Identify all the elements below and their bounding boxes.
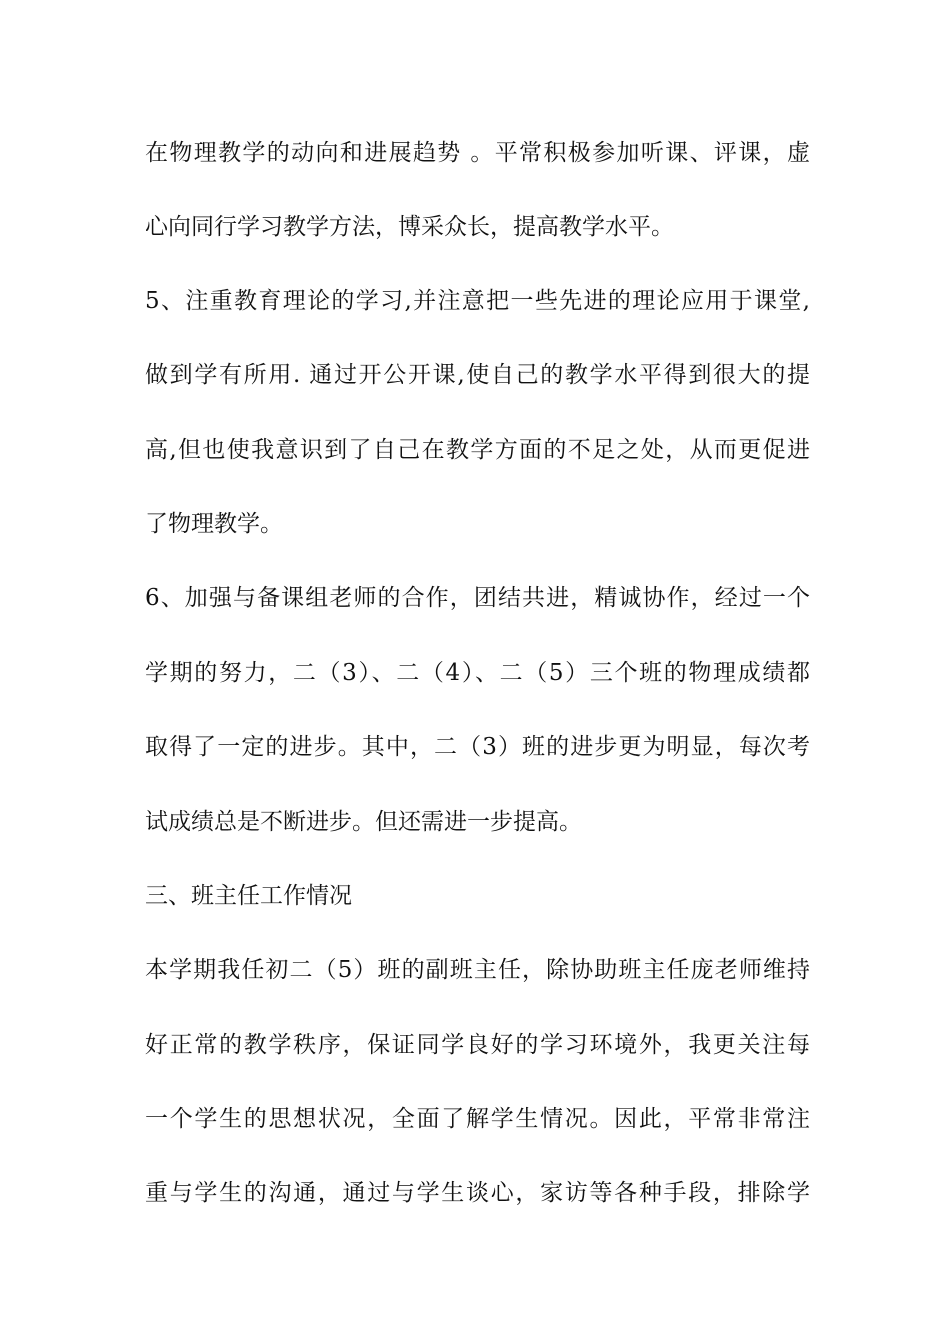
paragraph-line: 试成绩总是不断进步。但还需进一步提高。 <box>145 809 582 835</box>
paragraph-line: 6、加强与备课组老师的合作，团结共进，精诚协作，经过一个 <box>145 585 810 611</box>
paragraph-line: 了物理教学。 <box>145 511 283 537</box>
paragraph-line: 5、注重教育理论的学习,并注意把一些先进的理论应用于课堂, <box>145 288 810 314</box>
paragraph-line: 一个学生的思想状况，全面了解学生情况。因此，平常非常注 <box>145 1106 810 1132</box>
paragraph-line: 好正常的教学秩序，保证同学良好的学习环境外，我更关注每 <box>145 1032 810 1058</box>
paragraph-line: 取得了一定的进步。其中，二（3）班的进步更为明显，每次考 <box>145 734 810 760</box>
paragraph-line: 本学期我任初二（5）班的副班主任，除协助班主任庞老师维持 <box>145 957 810 983</box>
paragraph-line: 学期的努力，二（3）、二（4）、二（5）三个班的物理成绩都 <box>145 660 810 686</box>
paragraph-line: 重与学生的沟通，通过与学生谈心，家访等各种手段，排除学 <box>145 1180 810 1206</box>
paragraph-line: 高,但也使我意识到了自己在教学方面的不足之处，从而更促进 <box>145 437 810 463</box>
paragraph-line: 做到学有所用. 通过开公开课,使自己的教学水平得到很大的提 <box>145 362 810 388</box>
paragraph-line: 心向同行学习教学方法，博采众长，提高教学水平。 <box>145 214 674 240</box>
section-heading: 三、班主任工作情况 <box>145 883 352 909</box>
paragraph-line: 在物理教学的动向和进展趋势 。平常积极参加听课、评课，虚 <box>145 140 810 166</box>
